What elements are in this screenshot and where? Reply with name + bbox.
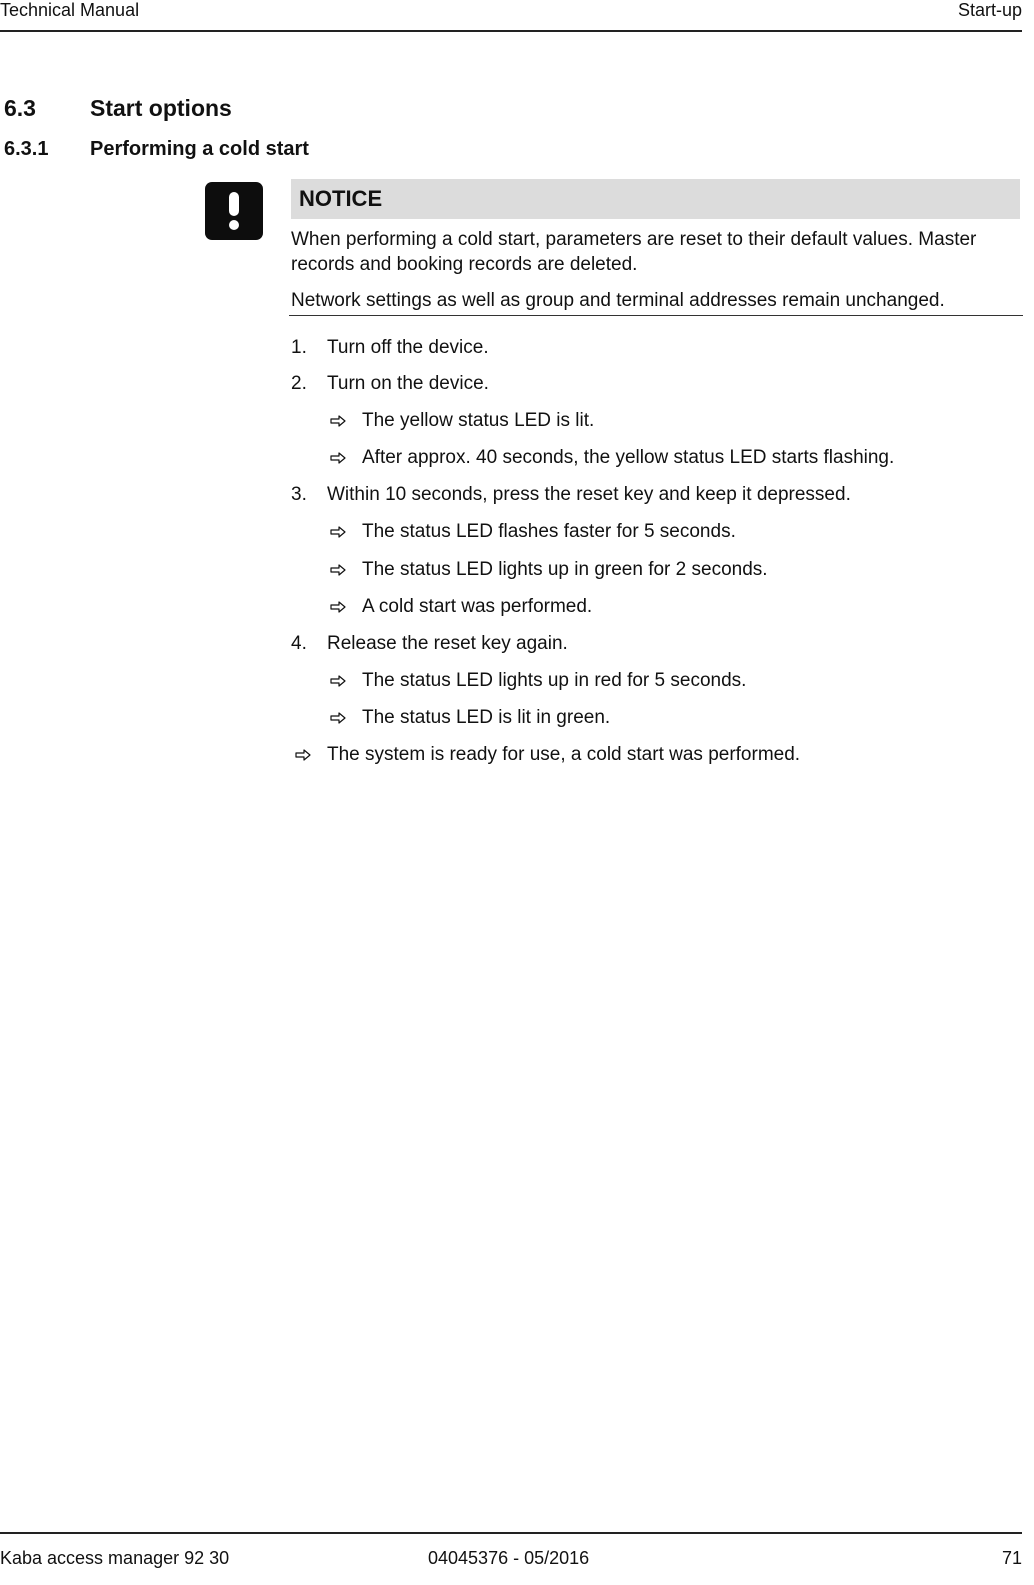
footer-page-number: 71 [1001, 1548, 1022, 1568]
step-3 [291, 484, 851, 506]
result-item [330, 410, 594, 432]
footer-document-number: 04045376 - 05/2016 [428, 1548, 590, 1568]
subsection-title: Performing a cold start [90, 138, 309, 160]
result-item [330, 596, 592, 618]
result-text: The status LED lights up in red for 5 seconds. [362, 670, 747, 691]
step-2 [291, 373, 489, 395]
notice-paragraph-2: Network settings as well as group and terminal addresses remain unchanged. [291, 290, 945, 311]
result-item [330, 447, 894, 469]
result-arrow-icon [330, 564, 362, 576]
notice-title: NOTICE [299, 186, 383, 211]
result-text: The status LED lights up in green for 2 seconds. [362, 559, 768, 580]
result-arrow-icon [330, 415, 362, 427]
step-text: Within 10 seconds, press the reset key and keep it depressed. [327, 484, 851, 505]
result-text: A cold start was performed. [362, 596, 593, 617]
step-text: Release the reset key again. [327, 633, 568, 654]
page-header [0, 0, 1022, 32]
result-arrow-icon [330, 526, 362, 538]
result-text: The status LED is lit in green. [362, 707, 611, 728]
notice-divider [289, 315, 1023, 316]
step-number: 2. [291, 373, 307, 394]
footer-product: Kaba access manager 92 30 [0, 1548, 230, 1568]
result-arrow-icon [330, 712, 362, 724]
result-item [330, 521, 736, 543]
header-manual-title: Technical Manual [0, 0, 140, 20]
section-number: 6.3 [4, 95, 36, 121]
result-text: The yellow status LED is lit. [362, 410, 595, 431]
page-footer [0, 1532, 1022, 1574]
result-item [330, 559, 768, 581]
subsection-heading [4, 138, 309, 161]
header-chapter-title: Start-up [957, 0, 1022, 20]
result-text: The status LED flashes faster for 5 seconds. [362, 521, 736, 542]
section-heading [4, 95, 232, 122]
step-number: 1. [291, 337, 307, 358]
exclamation-icon [205, 182, 263, 240]
result-item [330, 670, 746, 692]
final-result [295, 744, 800, 766]
result-arrow-icon [295, 749, 327, 761]
notice-paragraph-1: When performing a cold start, parameters are reset to their default values. Master records and booking records are deleted. [291, 229, 977, 275]
step-1 [291, 337, 489, 359]
step-text: Turn on the device. [327, 373, 489, 394]
result-arrow-icon [330, 601, 362, 613]
subsection-number: 6.3.1 [4, 138, 49, 160]
result-item [330, 707, 610, 729]
notice-title-bar [291, 179, 1020, 219]
result-text: After approx. 40 seconds, the yellow status LED starts flashing. [362, 447, 895, 468]
result-arrow-icon [330, 452, 362, 464]
step-number: 4. [291, 633, 307, 654]
step-text: Turn off the device. [327, 337, 489, 358]
section-title: Start options [90, 95, 232, 121]
result-arrow-icon [330, 675, 362, 687]
step-4 [291, 633, 568, 655]
step-number: 3. [291, 484, 307, 505]
final-result-text: The system is ready for use, a cold start was performed. [327, 744, 801, 765]
